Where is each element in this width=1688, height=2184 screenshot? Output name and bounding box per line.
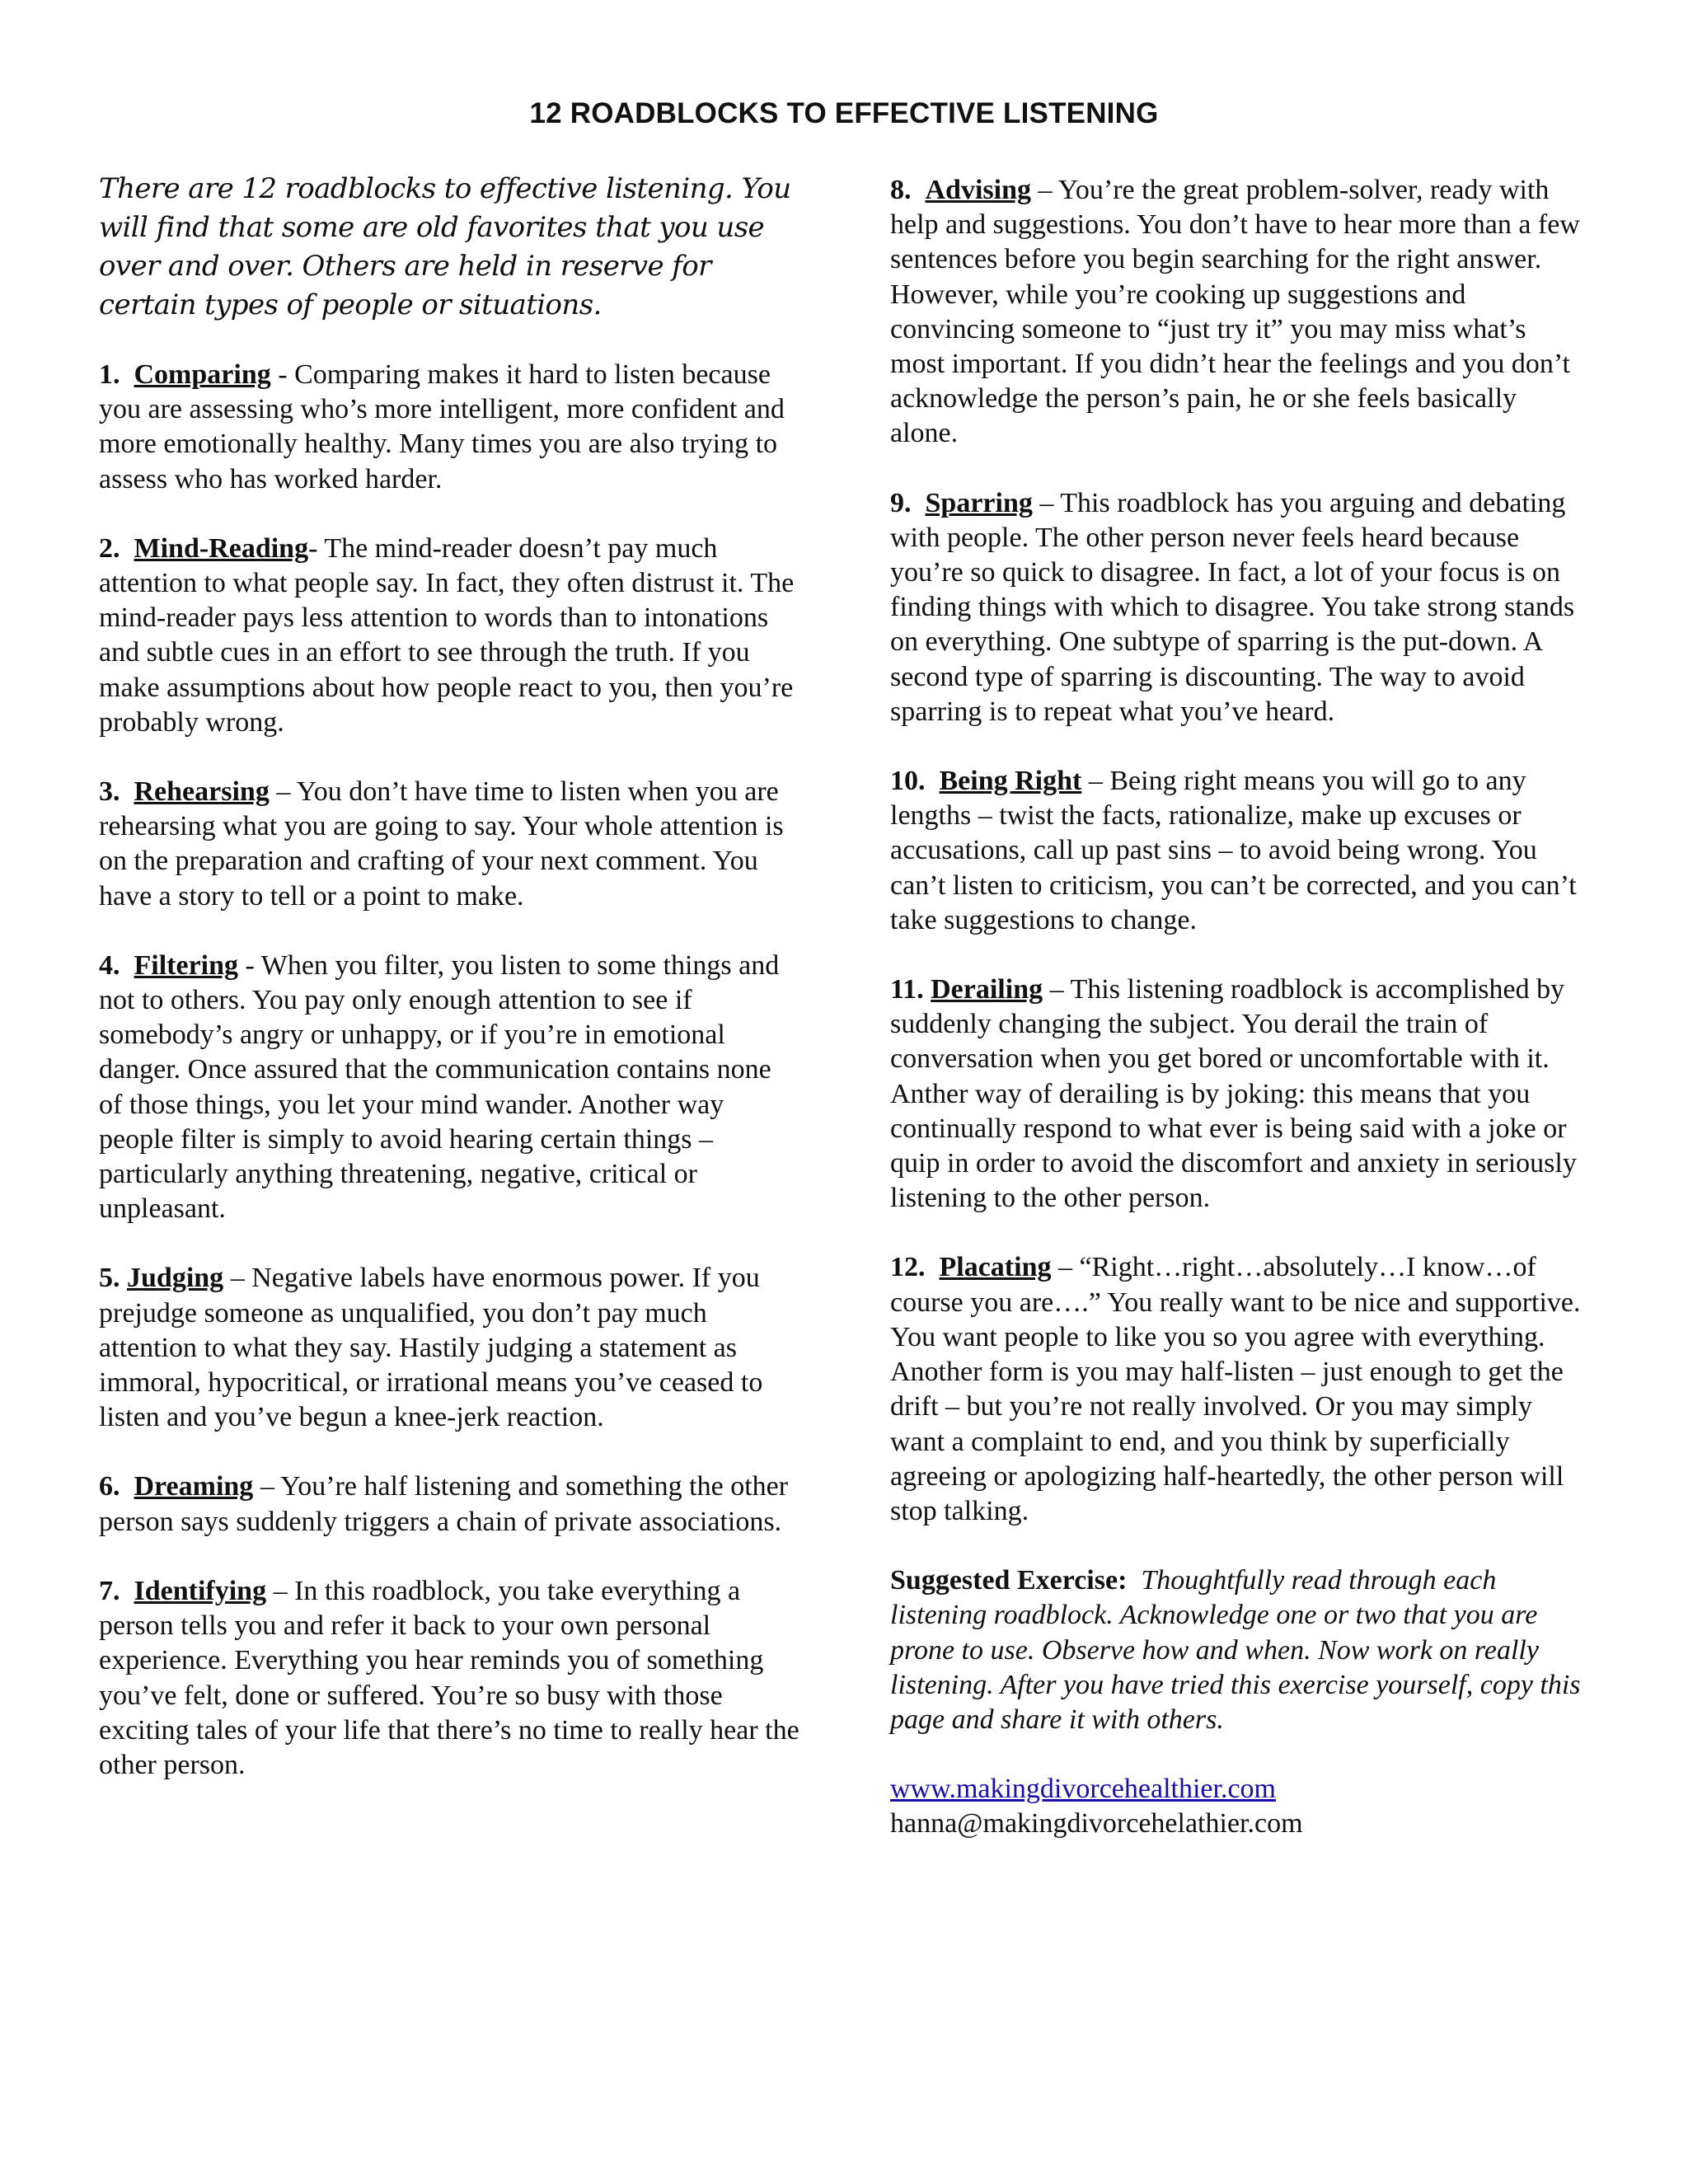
item-text: Negative labels have enormous power. If you prejudge someone as unqualified, you don’t pay much attention to what they say. Hastily judging a statement as immoral, hypocritical, or irrational means you’ve ceased to listen and you’ve begun a knee-jerk reaction. [99,1263,763,1433]
item-number: 4. [99,949,120,981]
item-number: 11. [890,974,924,1005]
roadblock-item [890,1250,1587,1529]
item-term: Sparring [925,487,1033,518]
email-address: hanna@makingdivorcehelathier.com [890,1808,1303,1840]
item-number: 8. [890,175,912,205]
item-text: You’re half listening and something the other person says suddenly triggers a chain of private associations. [99,1471,789,1537]
item-separator: - [270,359,295,390]
item-separator: – [1043,974,1071,1005]
item-number: 9. [890,487,912,518]
item-number: 5. [99,1263,120,1294]
roadblock-item [99,949,799,1227]
roadblock-item [890,972,1587,1216]
intro-paragraph: There are 12 roadblocks to effective listening. You will find that some are old favorites that you use over and over. Others are held in reserve for certain types of people or situations. [99,172,791,321]
item-number: 6. [99,1471,120,1502]
item-term: Judging [127,1263,224,1294]
left-column [99,170,799,1817]
roadblock-item [890,173,1587,452]
item-term: Identifying [134,1575,267,1606]
item-number: 10. [890,766,926,797]
roadblock-item [890,764,1587,938]
roadblock-item [99,1574,799,1783]
item-number: 1. [99,359,120,390]
roadblock-item [99,358,799,497]
item-term: Comparing [134,359,271,390]
item-separator: – [1031,175,1058,205]
roadblock-item [99,1261,799,1435]
right-column [890,173,1587,1842]
item-text: Being right means you will go to any lengths – twist the facts, rationalize, make up excuses or accusations, call up past sins – to avoid being wrong. You can’t listen to criticism, you can’t be corrected, and you can’t take suggestions to change. [890,766,1577,935]
item-text: You’re the great problem-solver, ready with help and suggestions. You don’t have to hear more than a few sentences before you begin searching for the right answer. However, while you’re cooking up suggestions and convincing someone to “just try it” you may miss what’s most important. If you didn’t hear the feelings and you don’t acknowledge the person’s pain, he or she feels basically alone. [890,175,1580,449]
item-text: “Right…right…absolutely…I know…of course you are….” You really want to be nice and supportive. You want people to like you so you agree with everything. Another form is you may half-listen – just enough to get the drift – but you’re not really involved. Or you may simply want a complaint to end, and you think by superficially agreeing or apologizing half-heartedly, the other person will stop talking. [890,1252,1581,1526]
contact-block [890,1772,1587,1841]
item-term: Advising [925,175,1031,205]
item-number: 7. [99,1575,120,1606]
item-term: Mind-Reading [134,532,309,564]
suggested-exercise [890,1563,1587,1737]
exercise-label: Suggested Exercise: [890,1565,1128,1596]
item-term: Dreaming [134,1471,254,1502]
item-separator: – [266,1575,295,1606]
item-separator: – [253,1471,281,1502]
page-title: 12 ROADBLOCKS TO EFFECTIVE LISTENING [529,97,1159,129]
item-term: Rehearsing [134,776,270,808]
item-text: The mind-reader doesn’t pay much attention to what people say. In fact, they often distrust it. The mind-reader pays less attention to words than to intonations and subtle cues in an effort to see through the truth. If you make assumptions about how people react to you, then you’re probably wrong. [99,532,795,738]
item-number: 12. [890,1252,926,1283]
item-text: In this roadblock, you take everything a person tells you and refer it back to your own personal experience. Everything you hear reminds you of something you’ve felt, done or suffered. You’re so busy with those exciting tales of your life that there’s no time to really hear the other person. [99,1575,799,1780]
item-text: When you filter, you listen to some things and not to others. You pay only enough attention to see if somebody’s angry or unhappy, or if you’re in emotional danger. Once assured that the communication contains none of those things, you let your mind wander. Another way people filter is simply to avoid hearing certain things – particularly anything threatening, negative, critical or unpleasant. [99,949,780,1225]
website-link[interactable]: www.makingdivorcehealthier.com [890,1774,1276,1805]
item-separator: - [308,532,325,564]
roadblock-item [99,1469,799,1539]
item-separator: – [1081,766,1110,797]
item-text: This roadblock has you arguing and debating with people. The other person never feels heard because you’re so quick to disagree. In fact, a lot of your focus is on finding things with which to disagree. You take strong stands on everything. One subtype of sparring is the put-down. A second type of sparring is discounting. The way to avoid sparring is to repeat what you’ve heard. [890,487,1575,727]
item-term: Placating [939,1252,1052,1283]
item-separator: – [1051,1252,1080,1283]
item-text: This listening roadblock is accomplished by suddenly changing the subject. You derail the train of conversation when you get bored or uncomfortable with it. Anther way of derailing is by joking: this means that you continually respond to what ever is being said with a joke or quip in order to avoid the discomfort and anxiety in seriously listening to the other person. [890,974,1577,1214]
item-term: Being Right [939,766,1082,797]
roadblock-item [99,775,799,914]
item-separator: – [223,1263,252,1294]
item-term: Filtering [134,949,239,981]
item-number: 2. [99,532,120,564]
exercise-text: Thoughtfully read through each listening roadblock. Acknowledge one or two that you are prone to use. Observe how and when. Now work on really listening. After you have tried this exercise yourself, copy this page and share it with others. [890,1565,1581,1735]
item-text: You don’t have time to listen when you are rehearsing what you are going to say. Your whole attention is on the preparation and crafting of your next comment. You have a story to tell or a point to make. [99,776,784,912]
item-separator: – [269,776,297,808]
item-separator: – [1032,487,1061,518]
item-text: Comparing makes it hard to listen because you are assessing who’s more intelligent, more confident and more emotionally healthy. Many times you are also trying to assess who has worked harder. [99,359,785,494]
item-number: 3. [99,776,120,808]
item-separator: - [238,949,261,981]
item-term: Derailing [931,974,1043,1005]
roadblock-item [890,486,1587,729]
roadblock-item [99,532,799,740]
